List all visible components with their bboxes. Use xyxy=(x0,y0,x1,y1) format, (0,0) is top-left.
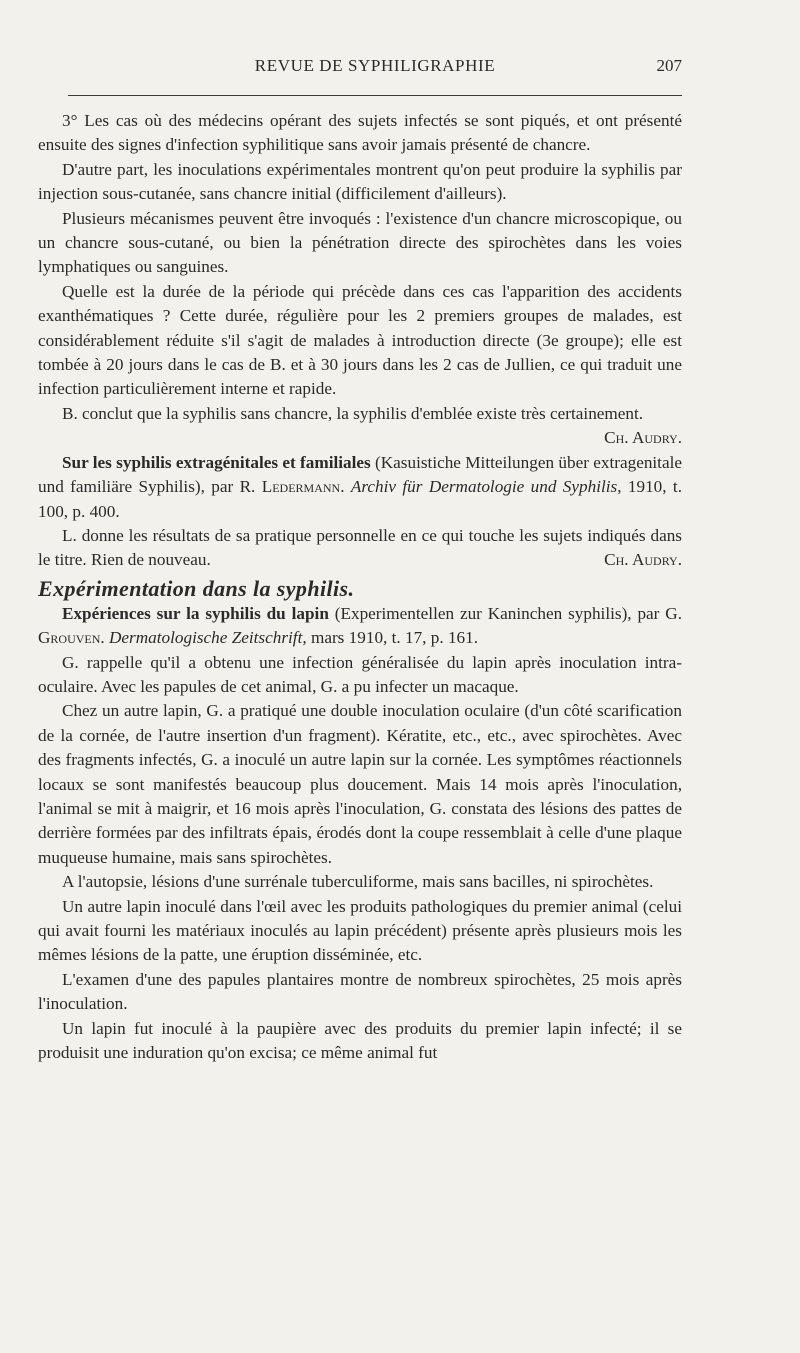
paragraph-6 xyxy=(38,524,682,573)
article-body xyxy=(38,109,682,1065)
paragraph-1: 3° Les cas où des médecins opérant des sujets infectés se sont piqués, et ont présenté ensuite des signes d'infection syphilitique sans avoir jamais présenté de chancre. xyxy=(38,111,682,155)
page-number: 207 xyxy=(656,56,682,75)
running-title: REVUE DE SYPHILIGRAPHIE xyxy=(254,56,496,75)
review-ref-grouven-a: (Experimentellen zur Kaninchen syphilis), par xyxy=(328,603,666,623)
paragraph-9: A l'autopsie, lésions d'une surrénale tuberculiforme, mais sans bacilles, ni spirochètes. xyxy=(62,872,654,892)
paragraph-7: G. rappelle qu'il a obtenu une infection généralisée du lapin après inoculation intra-oculaire. Avec les papules de cet animal, G. a pu infecter un macaque. xyxy=(38,652,682,696)
review-ref-ledermann-b: 1910, t. 100, p. 400. xyxy=(38,477,682,521)
review-ref-ledermann-a: (Kasuistiche Mitteilungen über extragenitale und familiäre Syphilis), par xyxy=(38,452,682,497)
paragraph-10: Un autre lapin inoculé dans l'œil avec les produits pathologiques du premier animal (celui qui avait fourni les matériaux inoculés au lapin précédent) présente après plusieurs mois les mêmes lésions de la patte, une éruption disséminée, etc. xyxy=(38,896,682,965)
review-entry-grouven xyxy=(38,602,682,651)
signature-audry-1: Ch. Audry. xyxy=(604,428,682,448)
paragraph-11: L'examen d'une des papules plantaires montre de nombreux spirochètes, 25 mois après l'inoculation. xyxy=(38,969,682,1014)
review-title-ledermann: Sur les syphilis extragénitales et familiales xyxy=(62,452,371,472)
review-entry-ledermann xyxy=(38,451,682,524)
header-rule xyxy=(68,95,682,96)
page-header xyxy=(68,56,682,86)
review-ref-grouven-b: mars 1910, t. 17, p. 161. xyxy=(306,628,479,648)
paragraph-2: D'autre part, les inoculations expérimentales montrent qu'on peut produire la syphilis par injection sous-cutanée, sans chancre initial (difficilement d'ailleurs). xyxy=(38,159,682,204)
signature-audry-2: Ch. Audry. xyxy=(604,550,682,570)
paragraph-12: Un lapin fut inoculé à la paupière avec des produits du premier lapin infecté; il se produisit une induration qu'on excisa; ce même animal fut xyxy=(38,1018,682,1063)
review-journal-ledermann: Archiv für Dermatologie und Syphilis, xyxy=(350,477,622,497)
paragraph-4: Quelle est la durée de la période qui précède dans ces cas l'apparition des accidents exanthématiques ? Cette durée, régulière pour les 2 premiers groupes de malades, est considérablement réduite s'il s'agit de malades à introduction directe (3e groupe); elle est tombée à 20 jours dans le cas de B. et à 30 jours dans les 2 cas de Jullien, ce qui traduit une infection particulièrement interne et rapide. xyxy=(38,281,682,399)
paragraph-8: Chez un autre lapin, G. a pratiqué une double inoculation oculaire (d'un côté scarification de la cornée, de l'autre insertion d'un fragment). Kératite, etc., etc., avec spirochètes. Avec des fragments infectés, G. a inoculé un autre lapin sur la cornée. Les symptômes réactionnels locaux se sont manifestés beaucoup plus doucement. Mais 14 mois après l'inoculation, l'animal se mit à maigrir, et 16 mois après l'inoculation, G. constata des lésions des pattes de derrière formées par des infiltrats épais, érodés dont la coupe ressemblait à celle d'une plaque muqueuse humaine, mais sans spirochètes. xyxy=(38,701,682,867)
review-journal-grouven: Dermatologische Zeitschrift, xyxy=(109,628,307,648)
section-heading: Expérimentation dans la syphilis. xyxy=(38,575,355,601)
paragraph-5-text: B. conclut que la syphilis sans chancre, la syphilis d'emblée existe très certainement. xyxy=(62,403,644,423)
paragraph-6-text: L. donne les résultats de sa pratique personnelle en ce qui touche les sujets indiqués dans le titre. Rien de nouveau. xyxy=(38,525,682,570)
review-author-ledermann: R. Ledermann. xyxy=(239,477,345,497)
paragraph-3: Plusieurs mécanismes peuvent être invoqués : l'existence d'un chancre microscopique, ou un chancre sous-cutané, ou bien la pénétration directe des spirochètes dans les voies lymphatiques ou sanguines. xyxy=(38,208,682,277)
paragraph-5 xyxy=(38,402,682,448)
review-author-grouven: G. Grouven. xyxy=(38,603,683,648)
review-title-grouven: Expériences sur la syphilis du lapin xyxy=(62,603,329,623)
